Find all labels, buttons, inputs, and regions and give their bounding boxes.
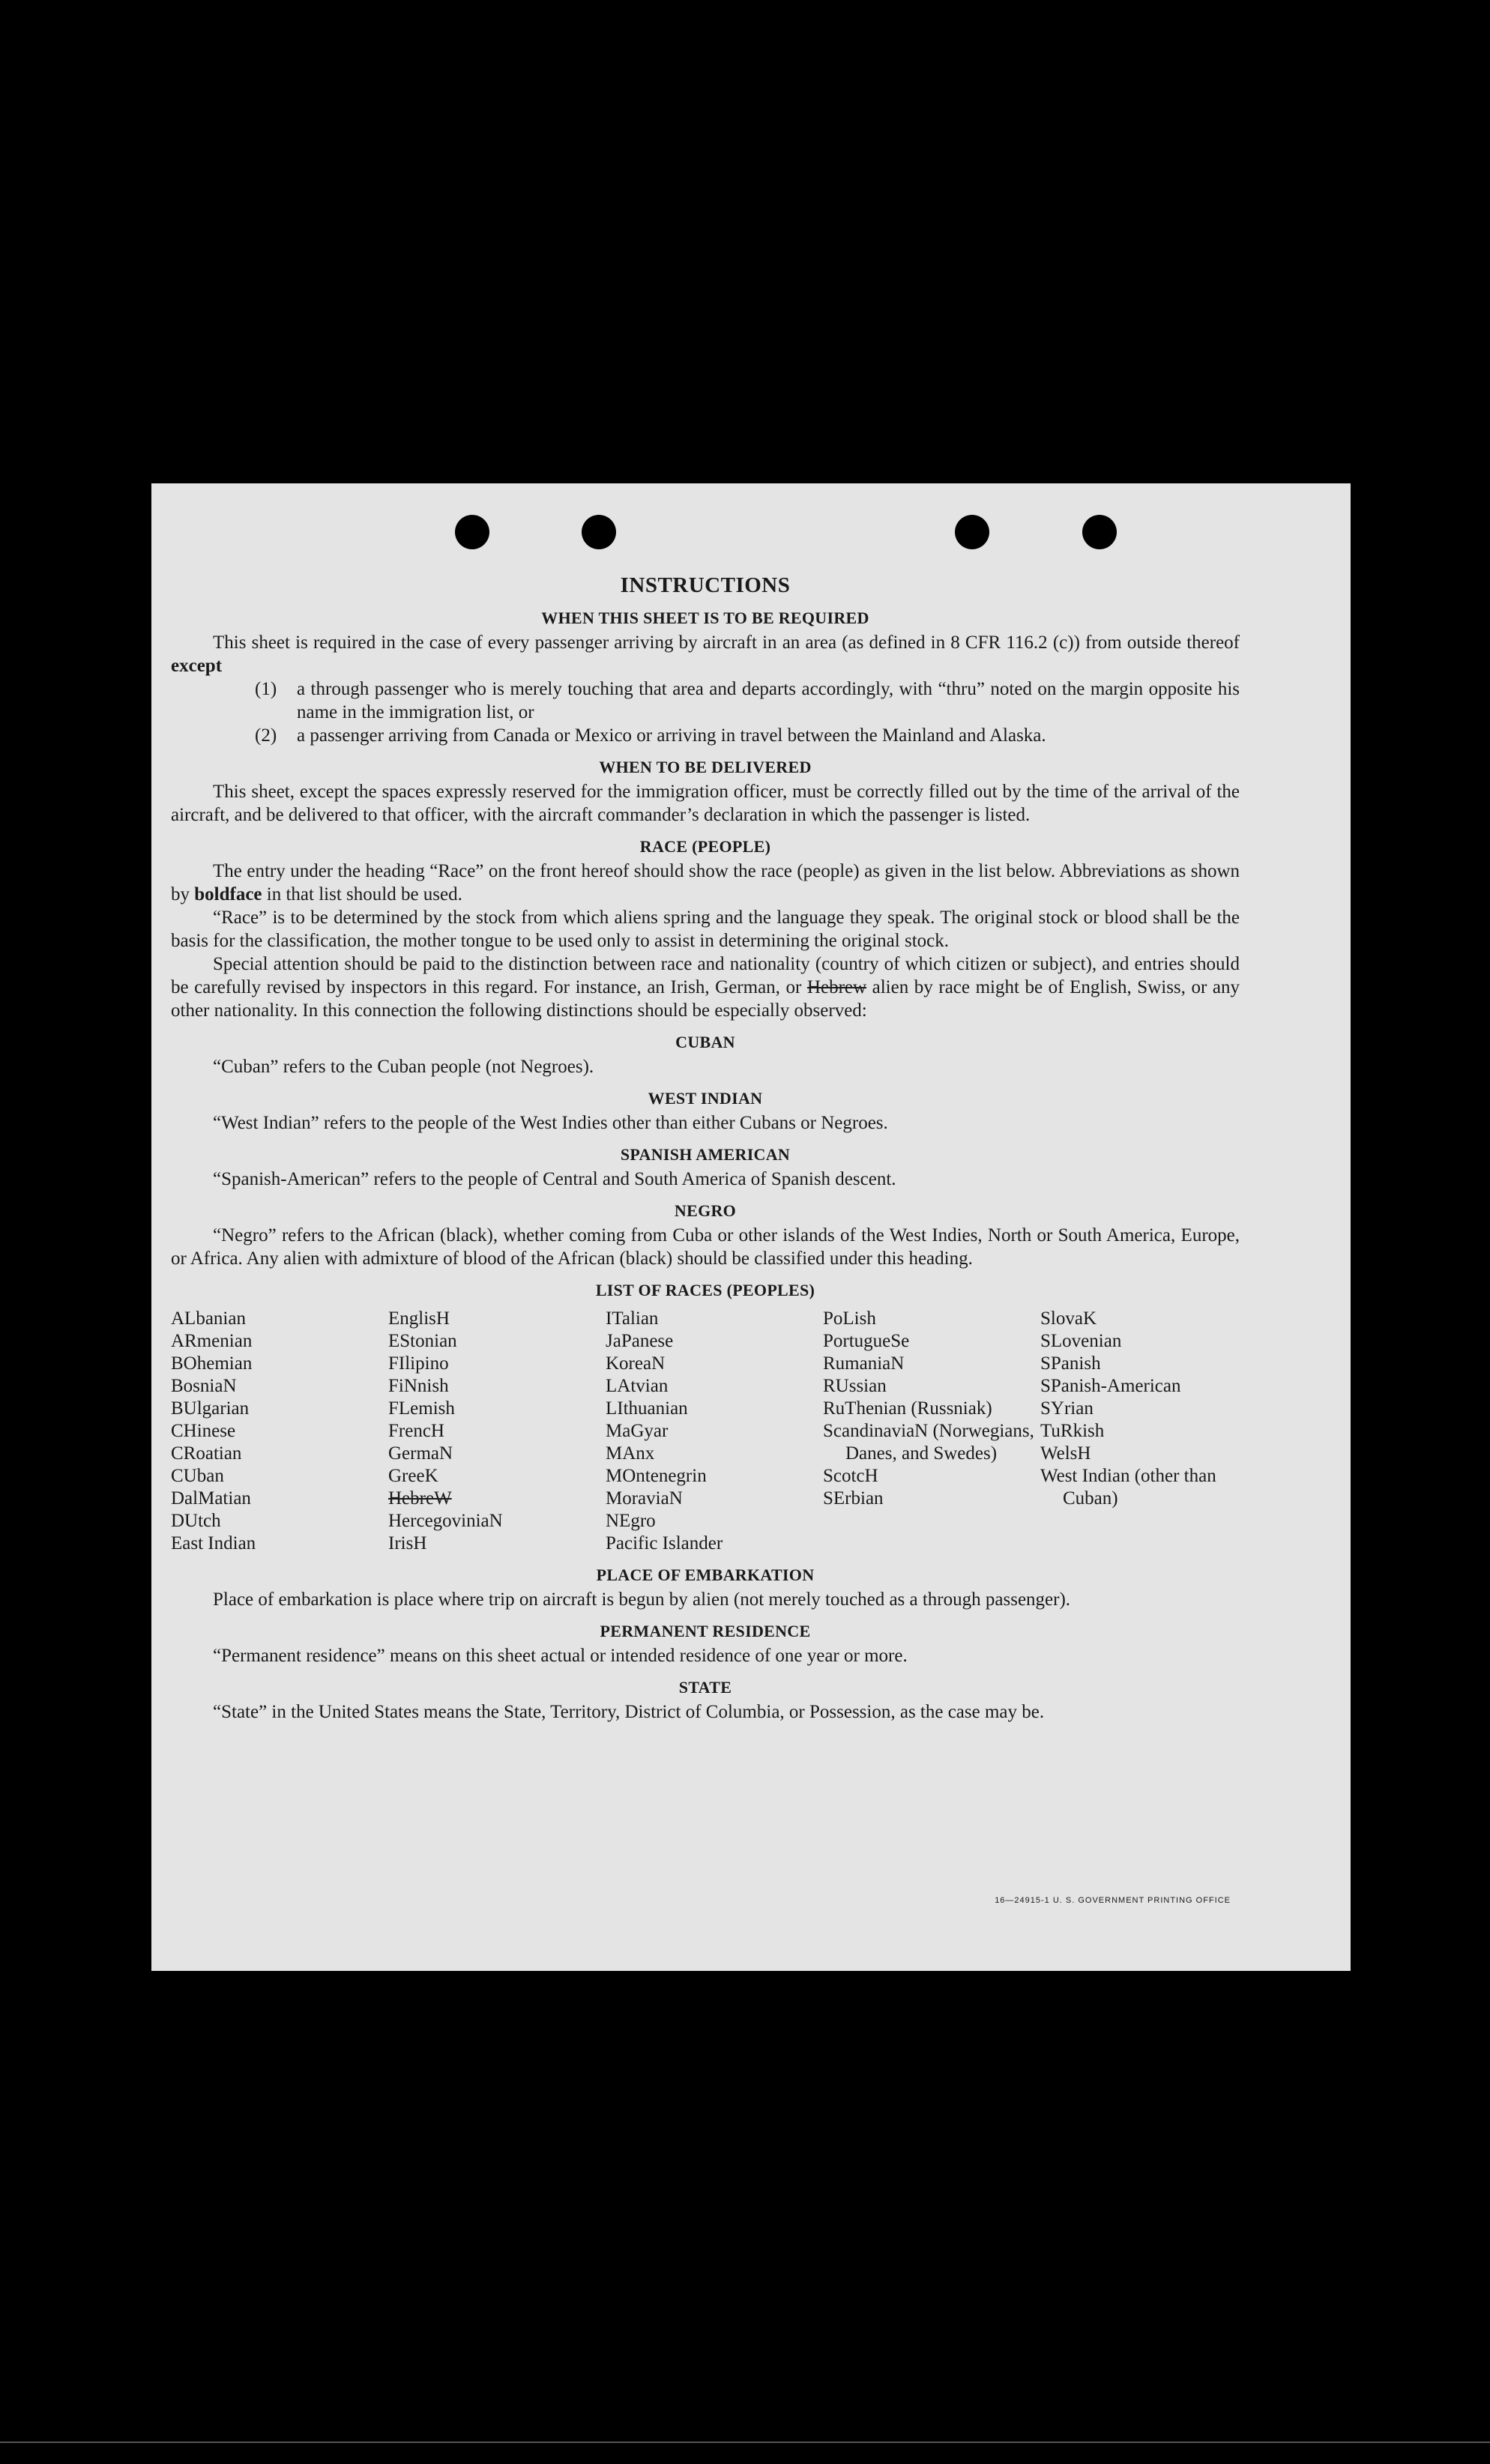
exception-item-2: (2) a passenger arriving from Canada or Mexico or arriving in travel between the Mainland and Alaska. xyxy=(255,725,1046,746)
race-list xyxy=(171,1308,1240,1555)
race-item: ITalian xyxy=(606,1308,659,1329)
race-item: MoraviaN xyxy=(606,1488,683,1509)
race-item: FrencH xyxy=(388,1421,444,1441)
race-item: LIthuanian xyxy=(606,1398,688,1419)
print-code: 16—24915-1 U. S. GOVERNMENT PRINTING OFFICE xyxy=(995,1896,1231,1905)
paragraph-required: This sheet is required in the case of every passenger arriving by aircraft in an area (as defined in 8 CFR 116.2 (c)) from outside thereof except xyxy=(171,632,1240,676)
race-item: CRoatian xyxy=(171,1443,242,1464)
section-heading-when-delivered: WHEN TO BE DELIVERED xyxy=(599,758,812,776)
section-heading-list-of-races: LIST OF RACES (PEOPLES) xyxy=(595,1281,815,1299)
race-item: BosniaN xyxy=(171,1376,237,1396)
section-heading-negro: NEGRO xyxy=(674,1201,737,1220)
paragraph-west-indian: “West Indian” refers to the people of the West Indies other than either Cubans or Negroes. xyxy=(213,1113,888,1133)
paragraph-negro: “Negro” refers to the African (black), whether coming from Cuba or other islands of the West Indies, North or South America, Europe, or Africa. Any alien with admixture of blood of the African (black) should be classified under this heading. xyxy=(171,1225,1240,1269)
race-item: NEgro xyxy=(606,1511,656,1531)
race-item: PoLish xyxy=(823,1308,876,1329)
section-heading-when-required: WHEN THIS SHEET IS TO BE REQUIRED xyxy=(541,609,869,627)
race-item: MaGyar xyxy=(606,1421,669,1441)
paragraph-state: “State” in the United States means the State, Territory, District of Columbia, or Possession, as the case may be. xyxy=(213,1702,1045,1722)
race-item: RumaniaN xyxy=(823,1353,905,1374)
punch-hole xyxy=(955,515,989,549)
race-item: JaPanese xyxy=(606,1331,674,1351)
race-item: EStonian xyxy=(388,1331,457,1351)
section-heading-embarkation: PLACE OF EMBARKATION xyxy=(596,1565,815,1584)
paragraph-race-3: Special attention should be paid to the distinction between race and nationality (country of which citizen or subject), and entries should be carefully revised by inspectors in this regard. For instance, an Irish, German, or Hebrew alien by race might be of English, Swiss, or any other nationality. In this connection the following distinctions should be especially observed: xyxy=(171,954,1240,1021)
section-heading-cuban: CUBAN xyxy=(675,1033,735,1051)
race-item: Pacific Islander xyxy=(606,1533,723,1553)
race-column xyxy=(388,1308,606,1555)
race-item: FIlipino xyxy=(388,1353,449,1374)
section-heading-state: STATE xyxy=(678,1678,732,1697)
paragraph-cuban: “Cuban” refers to the Cuban people (not Negroes). xyxy=(213,1057,594,1077)
race-item: GreeK xyxy=(388,1466,438,1486)
paragraph-spanish-american: “Spanish-American” refers to the people of Central and South America of Spanish descent. xyxy=(213,1169,896,1189)
paragraph-delivered: This sheet, except the spaces expressly reserved for the immigration officer, must be correctly filled out by the time of the arrival of the aircraft, and be delivered to that officer, with the aircraft commander’s declaration in which the passenger is listed. xyxy=(171,782,1240,825)
race-item: BOhemian xyxy=(171,1353,253,1374)
paragraph-embarkation: Place of embarkation is place where trip on aircraft is begun by alien (not merely touched as a through passenger). xyxy=(213,1589,1071,1610)
race-item: DalMatian xyxy=(171,1488,251,1509)
race-item: CHinese xyxy=(171,1421,236,1441)
race-item: EnglisH xyxy=(388,1308,450,1329)
race-item: ScotcH xyxy=(823,1466,878,1486)
race-item: SYrian xyxy=(1040,1398,1094,1419)
race-item: West Indian (other than Cuban) xyxy=(1040,1466,1216,1509)
race-item: KoreaN xyxy=(606,1353,666,1374)
race-item: FiNnish xyxy=(388,1376,449,1396)
race-item: FLemish xyxy=(388,1398,455,1419)
race-item: SlovaK xyxy=(1040,1308,1097,1329)
race-item: RUssian xyxy=(823,1376,887,1396)
race-item: HercegoviniaN xyxy=(388,1511,503,1531)
race-item: SPanish-American xyxy=(1040,1376,1181,1396)
race-item: RuThenian (Russniak) xyxy=(823,1398,992,1419)
instruction-sheet xyxy=(151,483,1351,1971)
race-item: MAnx xyxy=(606,1443,655,1464)
punch-hole xyxy=(455,515,489,549)
paragraph-race-2: “Race” is to be determined by the stock from which aliens spring and the language they speak. The original stock or blood shall be the basis for the classification, the mother tongue to be used only to assist in determining the original stock. xyxy=(171,908,1240,951)
section-heading-west-indian: WEST INDIAN xyxy=(648,1089,763,1108)
paragraph-race-1: The entry under the heading “Race” on the front hereof should show the race (people) as given in the list below. Abbreviations as shown by boldface in that list should be used. xyxy=(171,861,1240,905)
section-heading-permanent-residence: PERMANENT RESIDENCE xyxy=(600,1622,811,1640)
exception-item-1: (1) a through passenger who is merely touching that area and departs accordingly, with “thru” noted on the margin opposite his name in the immigration list, or xyxy=(255,679,1240,722)
race-item: MOntenegrin xyxy=(606,1466,707,1486)
section-heading-race: RACE (PEOPLE) xyxy=(639,837,771,856)
punch-hole xyxy=(582,515,616,549)
race-item: BUlgarian xyxy=(171,1398,250,1419)
race-item: LAtvian xyxy=(606,1376,669,1396)
race-item: ScandinaviaN (Norwegians, Danes, and Swedes) xyxy=(823,1421,1034,1464)
page-title: INSTRUCTIONS xyxy=(620,573,791,597)
scan-edge-line xyxy=(0,2442,1490,2443)
race-item: WelsH xyxy=(1040,1443,1091,1464)
paragraph-permanent-residence: “Permanent residence” means on this sheet actual or intended residence of one year or more. xyxy=(213,1646,908,1666)
race-item: TuRkish xyxy=(1040,1421,1105,1441)
race-item: CUban xyxy=(171,1466,224,1486)
race-item: SLovenian xyxy=(1040,1331,1122,1351)
race-item: East Indian xyxy=(171,1533,256,1553)
race-item: SErbian xyxy=(823,1488,884,1509)
race-item: ARmenian xyxy=(171,1331,253,1351)
punch-hole xyxy=(1082,515,1117,549)
race-item: DUtch xyxy=(171,1511,221,1531)
race-column xyxy=(1040,1308,1228,1555)
race-item: ALbanian xyxy=(171,1308,246,1329)
race-item: PortugueSe xyxy=(823,1331,910,1351)
race-item: HebreW xyxy=(388,1488,452,1509)
race-column xyxy=(606,1308,823,1555)
race-item: IrisH xyxy=(388,1533,427,1553)
race-column xyxy=(823,1308,1040,1555)
race-item: SPanish xyxy=(1040,1353,1101,1374)
race-column xyxy=(171,1308,388,1555)
section-heading-spanish-american: SPANISH AMERICAN xyxy=(620,1145,791,1164)
race-item: GermaN xyxy=(388,1443,453,1464)
